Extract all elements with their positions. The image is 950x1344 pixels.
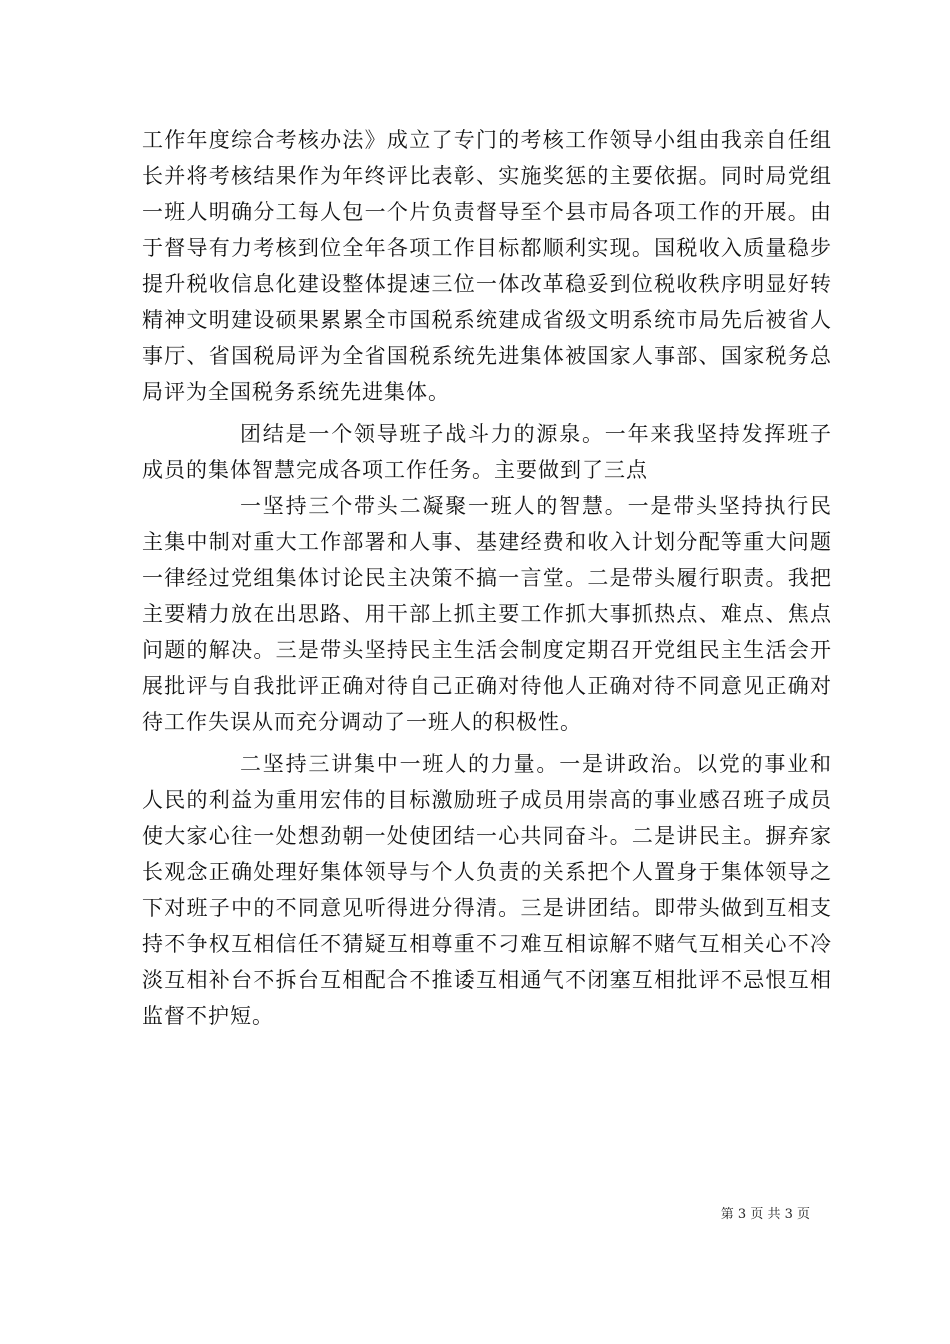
paragraph-assessment: 工作年度综合考核办法》成立了专门的考核工作领导小组由我亲自任组长并将考核结果作为年终评比表彰、实施奖惩的主要依据。同时局党组一班人明确分工每人包一个片负责督导至个县市局各项工作的开展。由于督导有力考核到位全年各项工作目标都顺利实现。国税收入质量稳步提升税收信息化建设整体提速三位一体改革稳妥到位税收秩序明显好转精神文明建设硕果累累全市国税系统建成省级文明系统市局先后被省人事厅、省国税局评为全省国税系统先进集体被国家人事部、国家税务总局评为全国税务系统先进集体。 bbox=[142, 128, 832, 404]
paragraph-three-talks: 二坚持三讲集中一班人的力量。一是讲政治。以党的事业和人民的利益为重用宏伟的目标激励班子成员用崇高的事业感召班子成员使大家心往一处想劲朝一处使团结一心共同奋斗。二是讲民主。摒弃家长观念正确处理好集体领导与个人负责的关系把个人置身于集体领导之下对班子中的不同意见听得进分得清。三是讲团结。即带头做到互相支持不争权互相信任不猜疑互相尊重不刁难互相谅解不赌气互相关心不冷淡互相补台不拆台互相配合不推诿互相通气不闭塞互相批评不忌恨互相监督不护短。 bbox=[142, 752, 832, 1028]
page-number: 第 3 页 共 3 页 bbox=[720, 1207, 810, 1222]
paragraph-three-leads: 一坚持三个带头二凝聚一班人的智慧。一是带头坚持执行民主集中制对重大工作部署和人事、基建经费和收入计划分配等重大问题一律经过党组集体讨论民主决策不搞一言堂。二是带头履行职责。我把主要精力放在出思路、用干部上抓主要工作抓大事抓热点、难点、焦点问题的解决。三是带头坚持民主生活会制度定期召开党组民主生活会开展批评与自我批评正确对待自己正确对待他人正确对待不同意见正确对待工作失误从而充分调动了一班人的积极性。 bbox=[142, 494, 832, 734]
paragraph-unity: 团结是一个领导班子战斗力的源泉。一年来我坚持发挥班子成员的集体智慧完成各项工作任务。主要做到了三点 bbox=[142, 422, 832, 482]
document-body bbox=[142, 122, 832, 1034]
